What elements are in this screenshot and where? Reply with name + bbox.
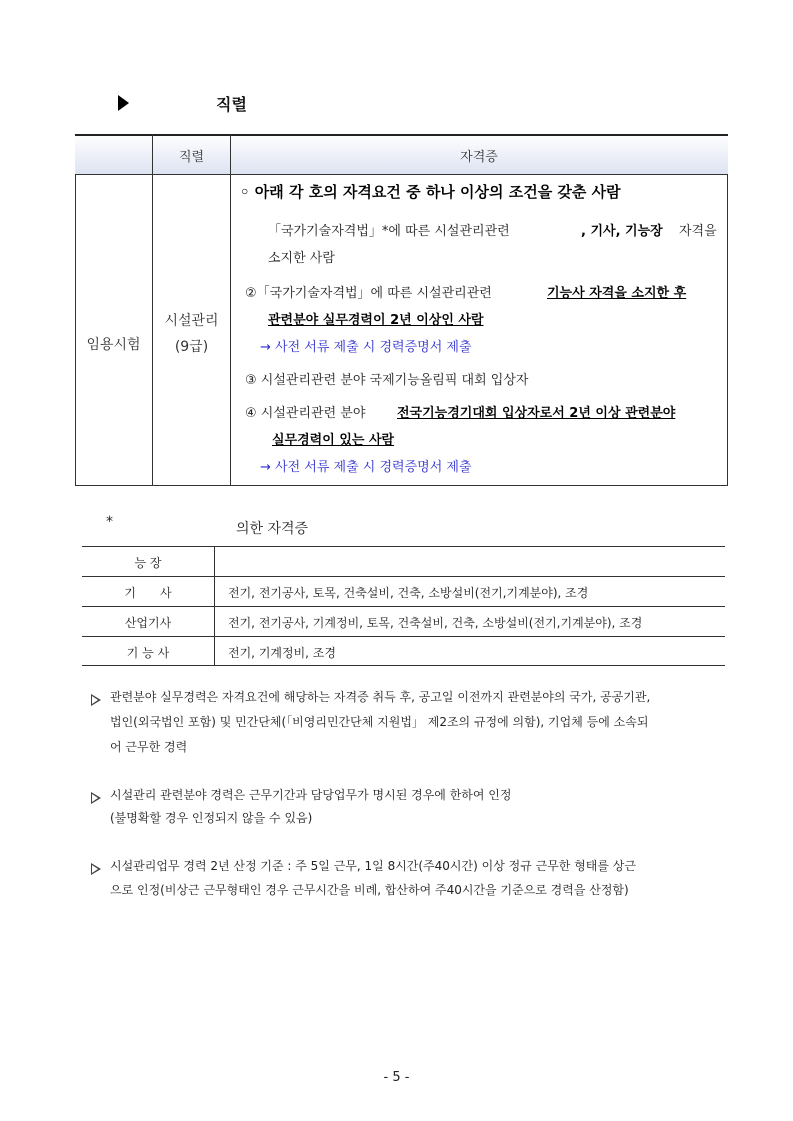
note-3-line1: 시설관리업무 경력 2년 산정 기준 : 주 5일 근무, 1일 8시간(주40시간) 이상 정규 근무한 형태를 상근 [110,859,636,873]
cert-label-4: 기 능 사 [126,646,170,660]
note-1-line3: 어 근무한 경력 [110,740,188,754]
cert-label-3: 산업기사 [124,616,172,630]
note-bullet-icon [91,863,101,875]
series-name: 시설관리 [164,313,219,329]
note-1-line2: 법인(외국법인 포함) 및 민간단체(「비영리민간단체 지원법」 제2조의 규정에 의함), 기업체 등에 소속되 [110,715,649,729]
exam-type-cell: 임용시험 [86,337,141,353]
footnote-mark: * [106,514,113,530]
cert-table-bottom [82,665,725,666]
table-right-border [727,174,728,486]
item1-line2: 소지한 사람 [268,251,335,266]
item2-bold-line2: 관련분야 실무경력이 2년 이상인 사람 [268,313,484,328]
item1-tail: 자격을 [679,224,717,239]
cert-label-1: 능 장 [134,556,162,570]
footnote-title: 의한 자격증 [236,521,309,537]
item1-bold: , 기사, 기능장 [581,224,663,239]
item4-prefix: ④ 시설관리관련 분야 [245,406,366,421]
table-left-border [75,174,76,486]
note-bullet-icon [91,694,101,706]
cert-value-3: 전기, 전기공사, 기계정비, 토목, 건축설비, 건축, 소방설비(전기,기계분야), 조경 [228,616,643,630]
item4-bold-line2: 실무경력이 있는 사람 [272,433,395,448]
header-series: 직렬 [178,150,205,165]
item2-prefix: ②「국가기술자격법」에 따른 시설관리관련 [245,286,492,301]
table-col-divider-2 [230,134,231,486]
item2-note: → 사전 서류 제출 시 경력증명서 제출 [260,340,472,355]
series-grade: (9급) [174,339,209,355]
cert-row-divider-3 [82,636,725,637]
note-1-line1: 관련분야 실무경력은 자격요건에 해당하는 자격증 취득 후, 공고일 이전까지 관련분야의 국가, 공공기관, [110,690,651,704]
cert-row-divider-1 [82,576,725,577]
certificate-table [82,546,725,666]
qualification-table [75,134,728,486]
cert-value-4: 전기, 기계정비, 조경 [228,646,336,660]
item4-note: → 사전 서류 제출 시 경력증명서 제출 [260,460,472,475]
cert-value-2: 전기, 전기공사, 토목, 건축설비, 건축, 소방설비(전기,기계분야), 조경 [228,586,589,600]
cert-label-2: 기 사 [124,586,172,600]
note-2-line1: 시설관리 관련분야 경력은 근무기간과 담당업무가 명시된 경우에 한하여 인정 [110,788,512,802]
note-2-line2: (불명확할 경우 인정되지 않을 수 있음) [110,811,313,825]
page-number: - 5 - [383,1070,410,1085]
item2-bold-line1: 기능사 자격을 소지한 후 [547,286,687,301]
header-certificate: 자격증 [460,150,498,165]
cert-row-divider-2 [82,606,725,607]
heading-bullet-icon [118,95,129,111]
item4-bold-line1: 전국기능경기대회 입상자로서 2년 이상 관련분야 [397,406,676,421]
table-bottom-border [75,485,728,486]
item3: ③ 시설관리관련 분야 국제기능올림픽 대회 입상자 [245,373,529,388]
cert-col-divider [214,546,215,666]
item1-line1: 「국가기술자격법」*에 따른 시설관리관련 [268,224,510,239]
section-heading: 직렬 [216,95,247,114]
note-3-line2: 으로 인정(비상근 근무형태인 경우 근무시간을 비례, 합산하여 주40시간을 기준으로 경력을 산정함) [110,883,629,897]
table-header-divider [75,174,728,175]
note-bullet-icon [91,792,101,804]
qualification-intro: ◦ 아래 각 호의 자격요건 중 하나 이상의 조건을 갖춘 사람 [240,183,621,201]
table-top-border [75,134,728,136]
cert-table-top [82,546,725,547]
